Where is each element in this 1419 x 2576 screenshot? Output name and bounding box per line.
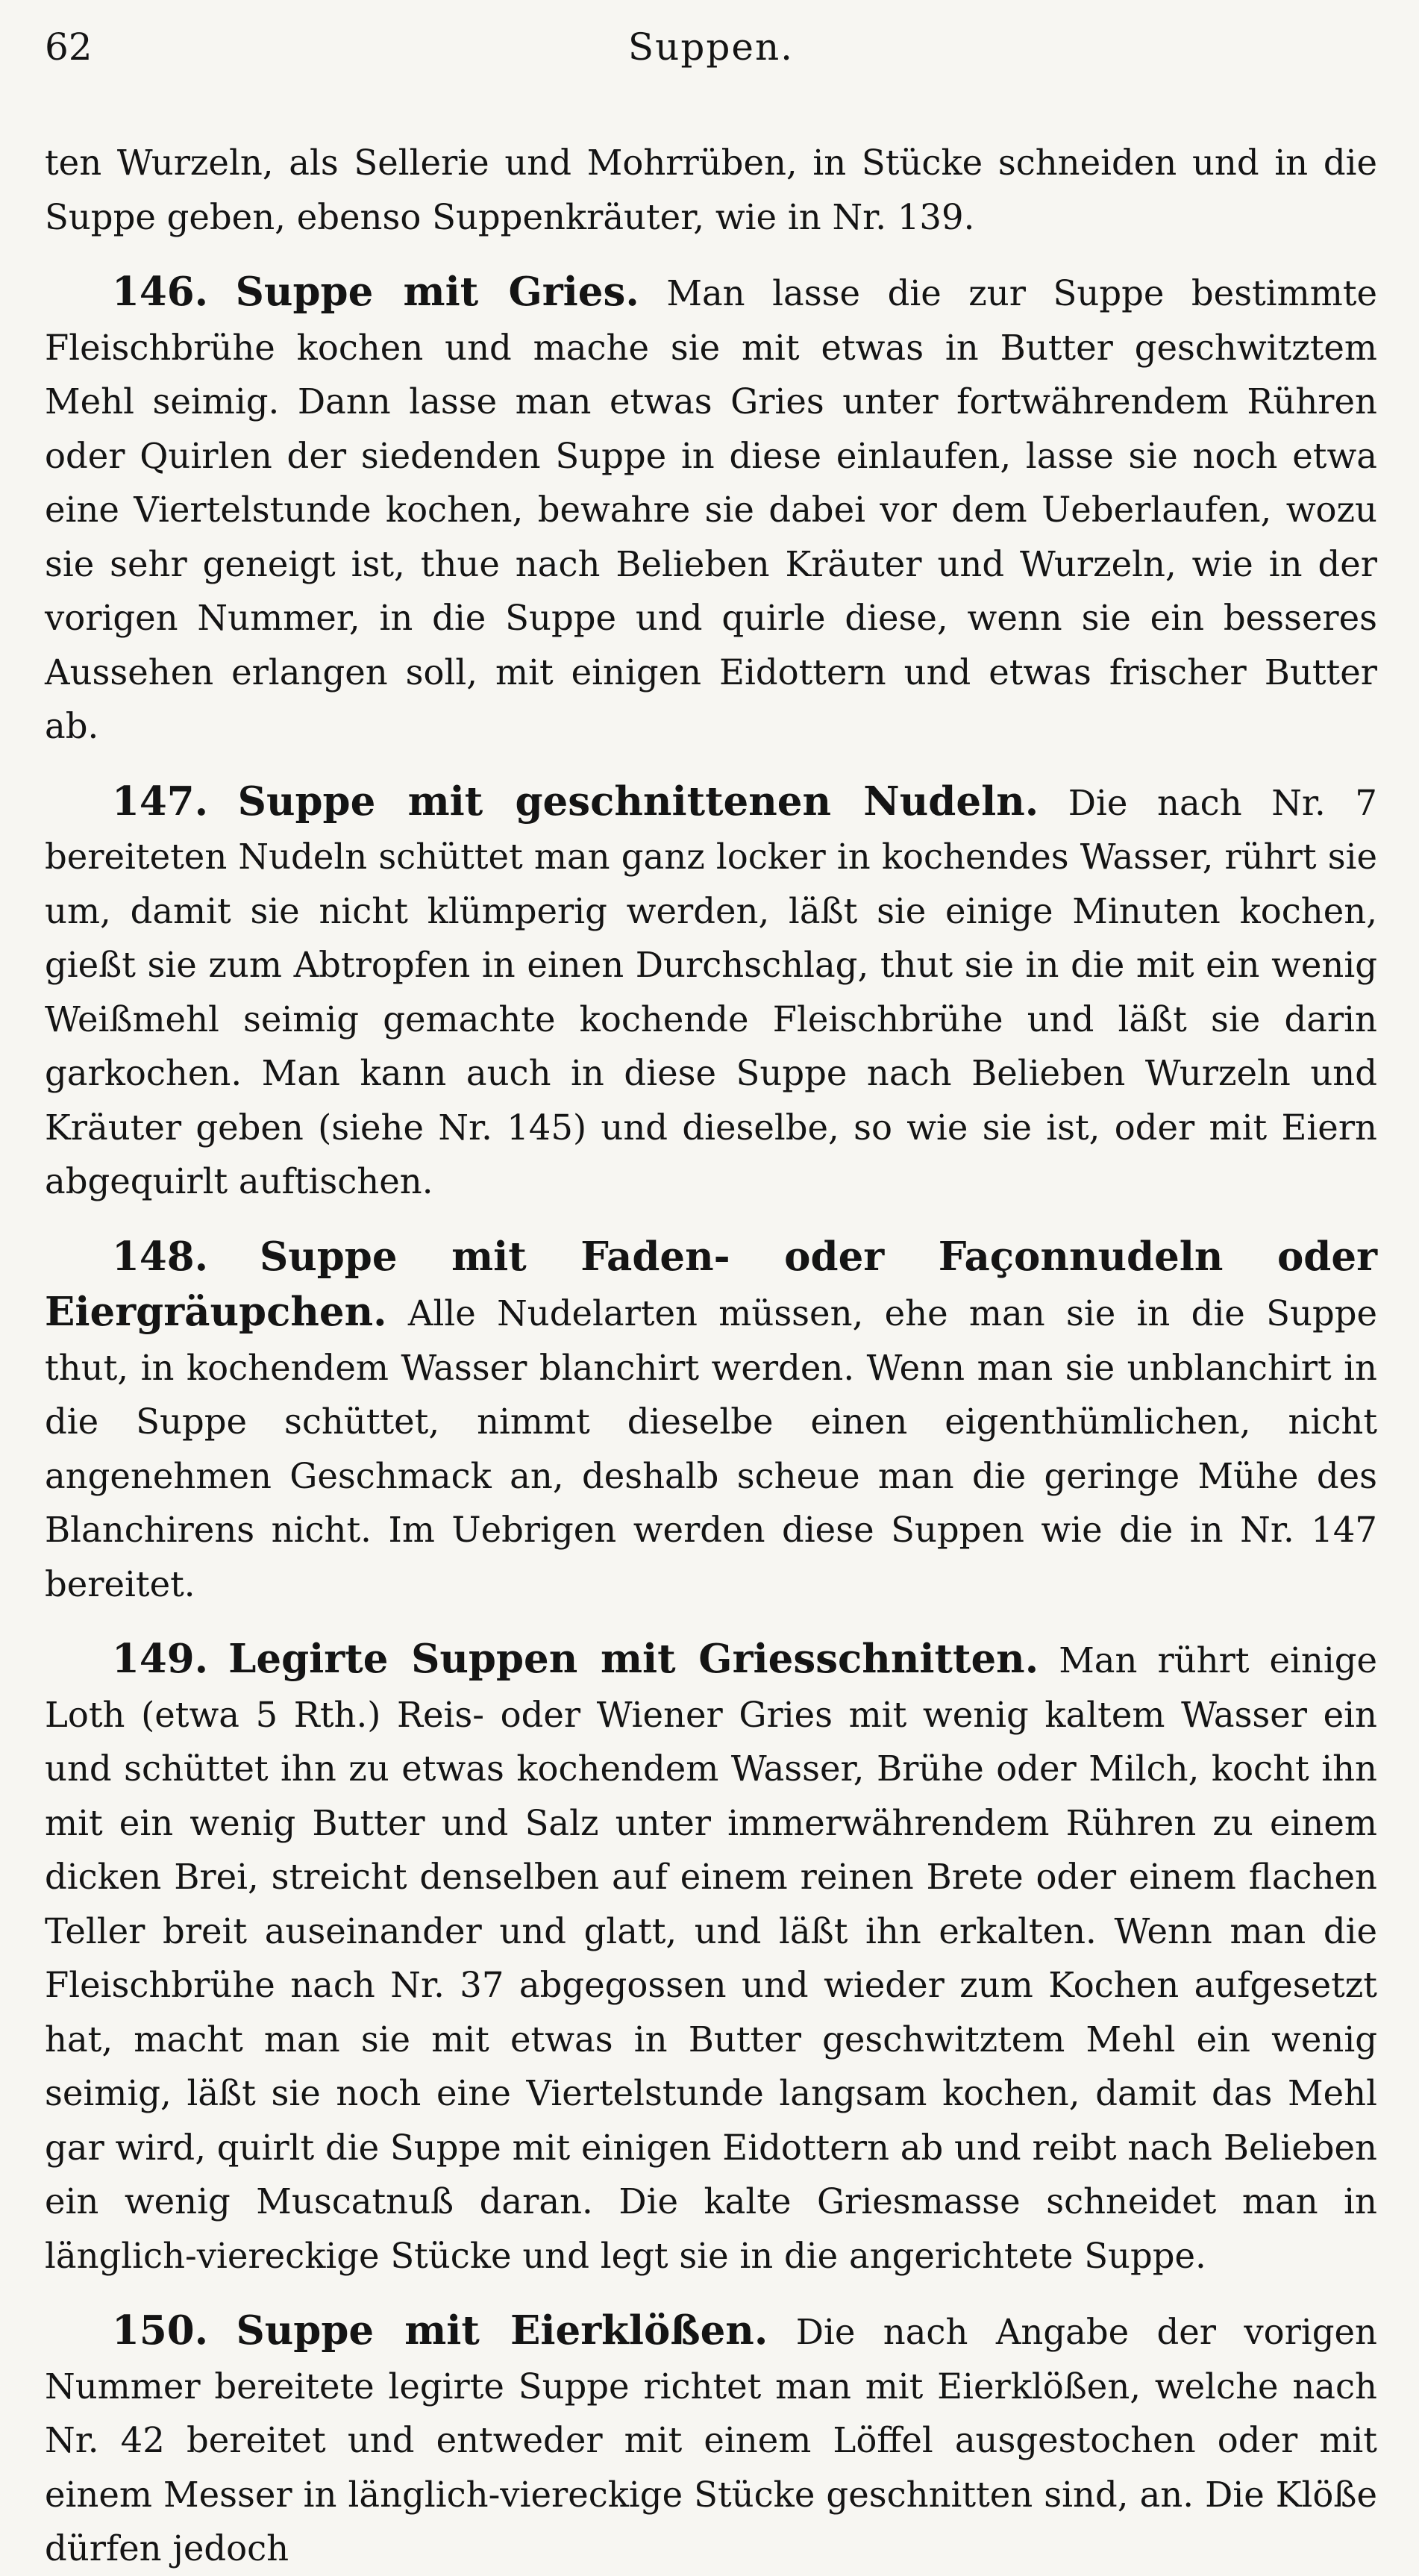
recipe-text: Man rührt einige Loth (etwa 5 Rth.) Reis- oder Wiener Gries mit wenig kaltem Wasser ein und schüttet ihn zu etwas kochendem Wasser, Brühe oder Milch, kocht ihn mit ein wenig Butter und Salz unter immerwährendem Rühren zu einem dicken Brei, streicht denselben auf einem reinen Brete oder einem flachen Teller breit auseinander und glatt, und läßt ihn erkalten. Wenn man die Fleischbrühe nach Nr. 37 abgegossen und wieder zum Kochen aufgesetzt hat, macht man sie mit etwas in Butter geschwitztem Mehl ein wenig seimig, läßt sie noch eine Viertelstunde langsam kochen, damit das Mehl gar wird, quirlt die Suppe mit einigen Eidottern ab und reibt nach Belieben ein wenig Muscatnuß daran. Die kalte Griesmasse schneidet man in länglich-viereckige Stücke und legt sie in die angerichtete Suppe. [45,1640,1378,2276]
recipe-text: Alle Nudelarten müssen, ehe man sie in die Suppe thut, in kochendem Wasser blanchirt werden. Wenn man sie unblanchirt in die Suppe schüttet, nimmt dieselbe einen eigenthümlichen, nicht angenehmen Geschmack an, deshalb scheue man die geringe Mühe des Blanchirens nicht. Im Uebrigen werden diese Suppen wie die in Nr. 147 bereitet. [45,1293,1377,1604]
recipe-title: Legirte Suppen mit Griesschnitten. [228,1636,1039,1682]
running-head: Suppen. [627,25,795,69]
recipe-title: Suppe mit Gries. [235,269,639,315]
recipe-number: 147. [112,778,209,825]
page-number: 62 [45,25,93,69]
recipe-title: Suppe mit Faden- oder Façonnudeln oder Eiergräupchen. [45,1233,1378,1335]
recipe-148 [45,1230,1377,1612]
recipe-number: 148. [112,1233,209,1280]
recipe-title: Suppe mit geschnittenen Nudeln. [237,778,1039,825]
recipe-number: 146. [112,269,209,315]
recipe-text: Die nach Angabe der vorigen Nummer bereitete legirte Suppe richtet man mit Eierklößen, welche nach Nr. 42 bereitet und entweder mit einem Löffel ausgestochen oder mit einem Messer in länglich-viereckige Stücke geschnitten sind, an. Die Klöße dürfen jedoch [45,2312,1378,2569]
recipe-147 [45,775,1377,1209]
recipe-150 [45,2304,1377,2576]
recipe-text: Die nach Nr. 7 bereiteten Nudeln schüttet man ganz locker in kochendes Wasser, rührt sie um, damit sie nicht klümperig werden, läßt sie einige Minuten kochen, gießt sie zum Abtropfen in einen Durchschlag, thut sie in die mit ein wenig Weißmehl seimig gemachte kochende Fleischbrühe und läßt sie darin garkochen. Man kann auch in diese Suppe nach Belieben Wurzeln und Kräuter geben (siehe Nr. 145) und dieselbe, so wie sie ist, oder mit Eiern abgequirlt auftischen. [45,782,1377,1201]
recipe-title: Suppe mit Eierklößen. [236,2307,768,2354]
continuation-paragraph: ten Wurzeln, als Sellerie und Mohrrüben, in Stücke schneiden und in die Suppe geben, ebenso Suppenkräuter, wie in Nr. 139. [45,143,1377,237]
recipe-146 [45,265,1377,754]
recipe-149 [45,1632,1377,2283]
recipe-text: Man lasse die zur Suppe bestimmte Fleischbrühe kochen und mache sie mit etwas in Butter geschwitztem Mehl seimig. Dann lasse man etwas Gries unter fortwährendem Rühren oder Quirlen der siedenden Suppe in diese einlaufen, lasse sie noch etwa eine Viertelstunde kochen, bewahre sie dabei vor dem Ueberlaufen, wozu sie sehr geneigt ist, thue nach Belieben Kräuter und Wurzeln, wie in der vorigen Nummer, in die Suppe und quirle diese, wenn sie ein besseres Aussehen erlangen soll, mit einigen Eidottern und etwas frischer Butter ab. [45,273,1378,746]
recipe-number: 150. [112,2307,209,2354]
body-text [45,136,1377,2576]
recipe-number: 149. [112,1636,209,1682]
page-header [45,22,1377,90]
